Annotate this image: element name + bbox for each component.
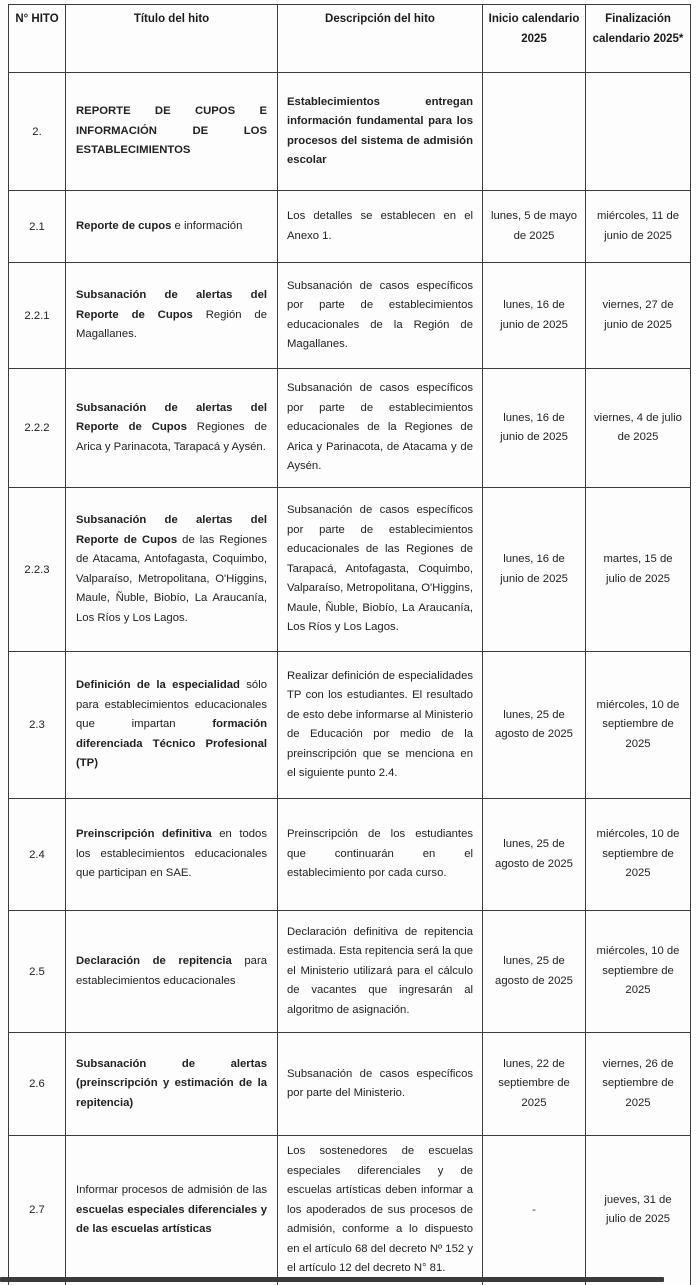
finalizacion-date-cell: martes, 15 de julio de 2025	[586, 488, 691, 652]
table-row	[9, 263, 691, 369]
hito-number-cell: 2.2.1	[9, 263, 66, 369]
text-segment: para establecimientos educacionales	[76, 955, 267, 987]
table-row	[9, 488, 691, 652]
inicio-date-cell	[483, 73, 586, 191]
hito-description-cell	[278, 799, 483, 911]
text-segment-bold: Reporte de cupos	[76, 219, 172, 232]
inicio-date-cell: lunes, 5 de mayo de 2025	[483, 191, 586, 263]
table-header	[9, 5, 691, 73]
finalizacion-date-cell: miércoles, 10 de septiembre de 2025	[586, 911, 691, 1033]
text-segment: Subsanación de casos específicos por parte de establecimientos educacionales de la Región de Magallanes.	[287, 279, 473, 350]
inicio-date-cell: lunes, 16 de junio de 2025	[483, 369, 586, 488]
hito-description-cell	[278, 488, 483, 652]
inicio-date-cell: lunes, 25 de agosto de 2025	[483, 911, 586, 1033]
text-segment: Informar procesos de admisión de las	[76, 1184, 267, 1196]
hito-description-cell	[278, 73, 483, 191]
hito-title-cell	[66, 488, 278, 652]
text-segment: Regiones de Arica y Parinacota, Tarapacá y Aysén.	[76, 421, 267, 453]
table-row	[9, 1136, 691, 1285]
inicio-date-cell: lunes, 25 de agosto de 2025	[483, 652, 586, 799]
text-segment-bold: Subsanación de alertas (preinscripción y estimación de la repitencia)	[76, 1057, 267, 1109]
text-segment: Subsanación de casos específicos por parte de establecimientos educacionales de las Regiones de Tarapacá, Antofagasta, Coquimbo, Valparaíso, Metropolitana, O'Higgins, Maule, Ñuble, Biobío, La Araucanía, Los Ríos y Los Lagos.	[287, 504, 473, 634]
hito-title-cell	[66, 911, 278, 1033]
text-segment-bold: escuelas especiales diferenciales y de las escuelas artísticas	[76, 1203, 267, 1235]
text-segment-bold: Declaración de repitencia	[76, 955, 232, 967]
hito-number-cell: 2.4	[9, 799, 66, 911]
header-descripcion: Descripción del hito	[278, 5, 483, 73]
inicio-date-cell: -	[483, 1136, 586, 1285]
table-row	[9, 369, 691, 488]
text-segment: en todos los establecimientos educacionales que participan en SAE.	[76, 828, 267, 880]
inicio-date-cell: lunes, 16 de junio de 2025	[483, 263, 586, 369]
milestones-table	[8, 4, 691, 1285]
text-segment-bold: Preinscripción definitiva	[76, 828, 212, 841]
hito-description-cell	[278, 652, 483, 799]
hito-description-cell	[278, 263, 483, 369]
text-segment: sólo para establecimientos educacionales que impartan	[76, 679, 267, 731]
hito-title-cell	[66, 191, 278, 263]
text-segment: e información	[171, 219, 243, 232]
table-row	[9, 652, 691, 799]
hito-description-cell	[278, 1136, 483, 1285]
hito-number-cell: 2.5	[9, 911, 66, 1033]
finalizacion-date-cell: miércoles, 11 de junio de 2025	[586, 191, 691, 263]
hito-title-cell	[66, 799, 278, 911]
text-segment-bold: Subsanación de alertas del Reporte de Cupos	[76, 289, 267, 321]
header-finalizacion: Finalización calendario 2025*	[586, 5, 691, 73]
text-segment: Declaración definitiva de repitencia estimada. Esta repitencia será la que el Ministerio utilizará para el cálculo de vacantes que ingresarán al algoritmo de asignación.	[287, 925, 473, 1016]
text-segment-bold: REPORTE DE CUPOS E INFORMACIÓN DE LOS ESTABLECIMIENTOS	[76, 105, 267, 157]
text-segment: Los detalles se establecen en el Anexo 1.	[287, 210, 473, 242]
text-segment: Preinscripción de los estudiantes que continuarán en el establecimiento por cada curso.	[287, 828, 473, 880]
hito-description-cell	[278, 1033, 483, 1136]
table-row	[9, 191, 691, 263]
text-segment: Realizar definición de especialidades TP con los estudiantes. El resultado de esto debe informarse al Ministerio de Educación por medio de la preinscripción que se menciona en el siguiente punto 2.4.	[287, 669, 473, 779]
hito-description-cell	[278, 911, 483, 1033]
text-segment-bold: Definición de la especialidad	[76, 679, 240, 692]
table-row	[9, 911, 691, 1033]
hito-number-cell: 2.2.2	[9, 369, 66, 488]
inicio-date-cell: lunes, 22 de septiembre de 2025	[483, 1033, 586, 1136]
finalizacion-date-cell: viernes, 4 de julio de 2025	[586, 369, 691, 488]
header-titulo: Título del hito	[66, 5, 278, 73]
hito-number-cell: 2.7	[9, 1136, 66, 1285]
header-hito-number: N° HITO	[9, 5, 66, 73]
inicio-date-cell: lunes, 25 de agosto de 2025	[483, 799, 586, 911]
finalizacion-date-cell: viernes, 27 de junio de 2025	[586, 263, 691, 369]
finalizacion-date-cell: miércoles, 10 de septiembre de 2025	[586, 652, 691, 799]
hito-title-cell	[66, 263, 278, 369]
header-row	[9, 5, 691, 73]
table-row	[9, 1033, 691, 1136]
hito-number-cell: 2.3	[9, 652, 66, 799]
inicio-date-cell: lunes, 16 de junio de 2025	[483, 488, 586, 652]
text-segment: de las Regiones de Atacama, Antofagasta, Coquimbo, Valparaíso, Metropolitana, O'Higgins, Maule, Ñuble, Biobío, La Araucanía, Los Ríos y Los Lagos.	[76, 533, 267, 624]
page-bottom-rule	[0, 1277, 664, 1282]
table-row	[9, 799, 691, 911]
text-segment-bold: Subsanación de alertas del Reporte de Cupos	[76, 514, 267, 546]
text-segment: Los sostenedores de escuelas especiales diferenciales y de escuelas artísticas deben informar a los apoderados de sus procesos de admisión, conforme a lo dispuesto en el artículo 68 del decreto Nº 152 y el artículo 12 del decreto N° 81.	[287, 1145, 473, 1274]
hito-title-cell	[66, 1136, 278, 1285]
hito-number-cell: 2.	[9, 73, 66, 191]
hito-number-cell: 2.6	[9, 1033, 66, 1136]
table-row	[9, 73, 691, 191]
hito-description-cell	[278, 369, 483, 488]
hito-title-cell	[66, 369, 278, 488]
hito-description-cell	[278, 191, 483, 263]
text-segment-bold: Establecimientos entregan información fundamental para los procesos del sistema de admisión escolar	[287, 95, 473, 166]
hito-title-cell	[66, 1033, 278, 1136]
table-body	[9, 73, 691, 1285]
hito-number-cell: 2.2.3	[9, 488, 66, 652]
hito-title-cell	[66, 652, 278, 799]
finalizacion-date-cell: miércoles, 10 de septiembre de 2025	[586, 799, 691, 911]
finalizacion-date-cell	[586, 73, 691, 191]
text-segment: Región de Magallanes.	[76, 308, 267, 341]
text-segment-bold: formación diferenciada Técnico Profesional (TP)	[76, 718, 267, 770]
finalizacion-date-cell: viernes, 26 de septiembre de 2025	[586, 1033, 691, 1136]
finalizacion-date-cell: jueves, 31 de julio de 2025	[586, 1136, 691, 1285]
hito-number-cell: 2.1	[9, 191, 66, 263]
header-inicio: Inicio calendario 2025	[483, 5, 586, 73]
hito-title-cell	[66, 73, 278, 191]
text-segment: Subsanación de casos específicos por parte de establecimientos educacionales de la Regiones de Arica y Parinacota, de Atacama y de Aysén.	[287, 382, 473, 473]
text-segment: Subsanación de casos específicos por parte del Ministerio.	[287, 1067, 473, 1099]
text-segment-bold: Subsanación de alertas del Reporte de Cupos	[76, 401, 267, 434]
